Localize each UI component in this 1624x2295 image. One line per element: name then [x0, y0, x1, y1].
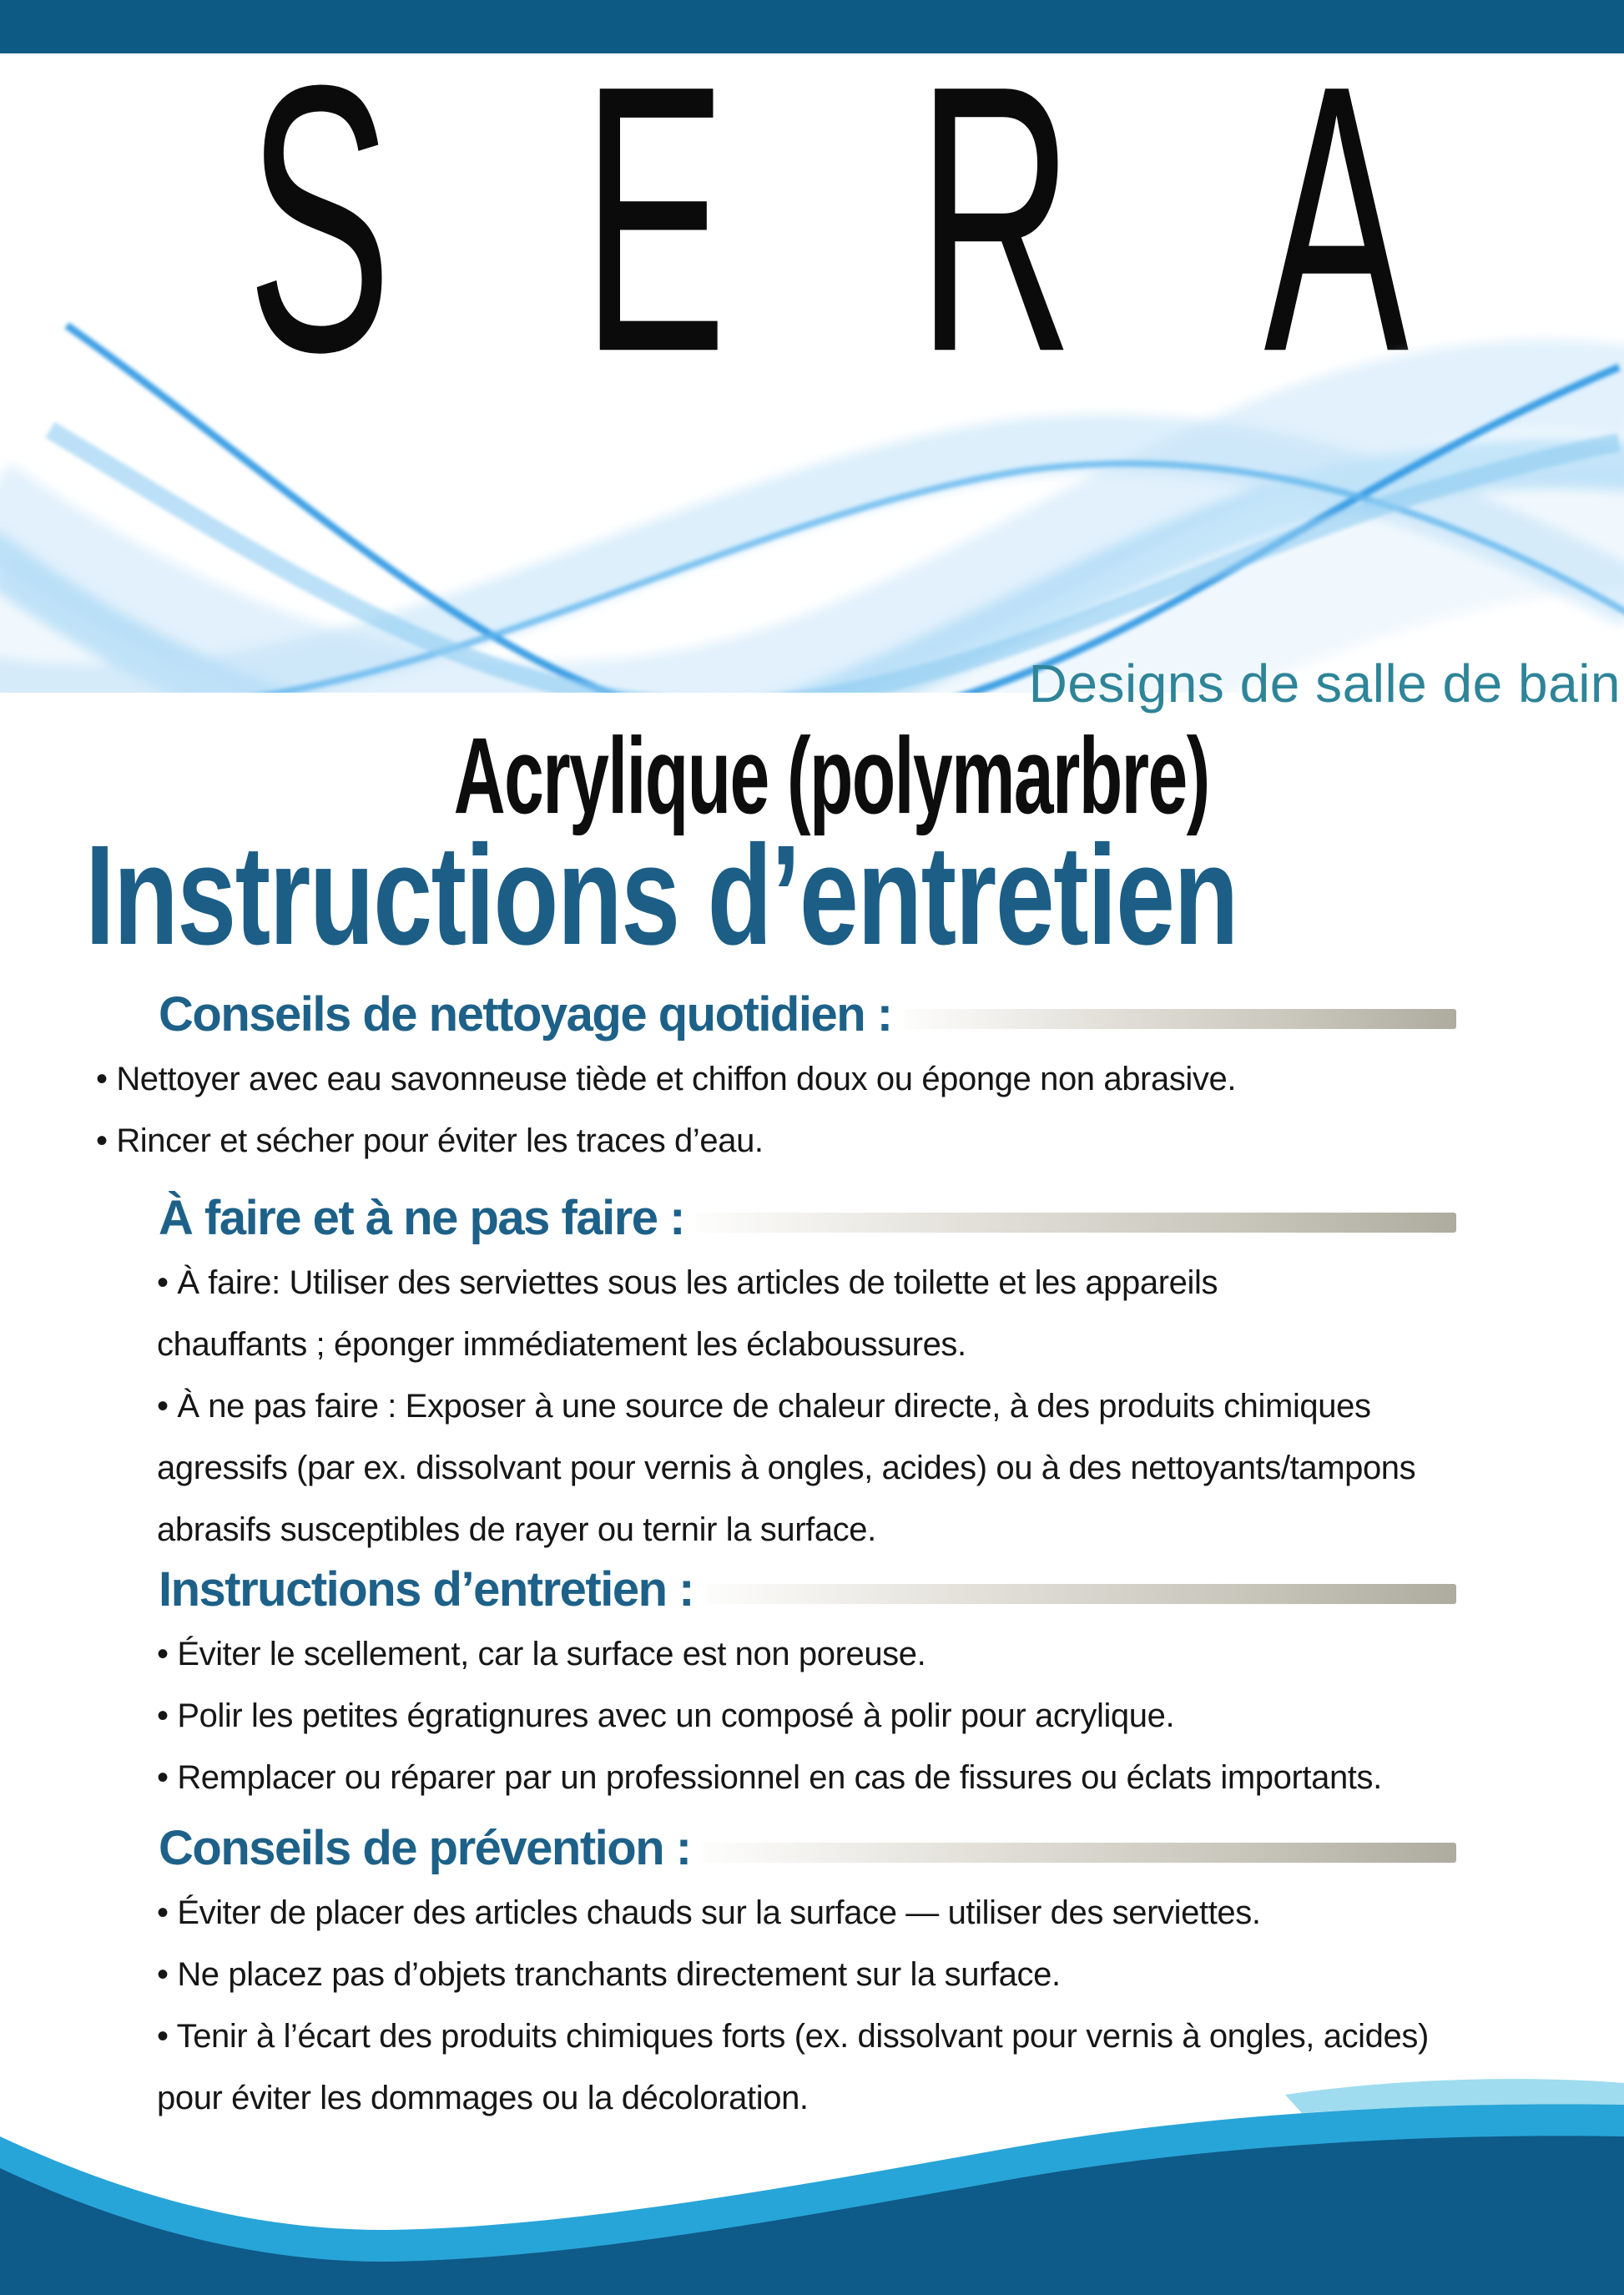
- brand-tagline: Designs de salle de bain: [1028, 653, 1621, 714]
- material-title: Acrylique (polymarbre): [453, 715, 1209, 837]
- bullet-line: abrasifs susceptibles de rayer ou ternir la surface.: [157, 1511, 876, 1548]
- section-heading-row: [159, 1821, 1456, 1876]
- bullet-line: • Rincer et sécher pour éviter les traces d’eau.: [96, 1122, 764, 1159]
- bullet-line: • Éviter de placer des articles chauds sur la surface — utiliser des serviettes.: [157, 1894, 1261, 1931]
- care-section: [0, 1191, 1624, 1561]
- footer-wave-graphic: [0, 2070, 1624, 2295]
- bullet-line: chauffants ; éponger immédiatement les éclaboussures.: [157, 1326, 966, 1363]
- heading-accent-bar: [703, 1843, 1456, 1863]
- section-heading: À faire et à ne pas faire :: [159, 1191, 684, 1245]
- bullet-line: • Ne placez pas d’objets tranchants directement sur la surface.: [157, 1956, 1061, 1993]
- page-title: Instructions d’entretien: [85, 816, 1238, 975]
- bullet-list: [157, 1623, 1624, 1808]
- bullet-line: agressifs (par ex. dissolvant pour vernis à ongles, acides) ou à des nettoyants/tampons: [157, 1450, 1416, 1486]
- section-heading: Conseils de nettoyage quotidien :: [159, 987, 892, 1042]
- bullet-list: [96, 1048, 1624, 1172]
- section-heading-row: [159, 987, 1456, 1042]
- bullet-line: • Éviter le scellement, car la surface est non poreuse.: [157, 1636, 926, 1672]
- care-section: [0, 1562, 1624, 1808]
- heading-accent-bar: [904, 1009, 1456, 1029]
- bullet-line: • Nettoyer avec eau savonneuse tiède et chiffon doux ou éponge non abrasive.: [96, 1061, 1237, 1097]
- section-heading: Conseils de prévention :: [159, 1821, 691, 1875]
- footer-wave-dark: [0, 2136, 1624, 2295]
- bullet-line: • À ne pas faire : Exposer à une source de chaleur directe, à des produits chimiques: [157, 1388, 1371, 1425]
- heading-accent-bar: [696, 1213, 1456, 1233]
- section-heading-row: [159, 1562, 1456, 1617]
- bullet-list: [157, 1252, 1624, 1561]
- bullet-line: • Tenir à l’écart des produits chimiques forts (ex. dissolvant pour vernis à ongles, acides): [157, 2018, 1429, 2055]
- bullet-line: • Polir les petites égratignures avec un composé à polir pour acrylique.: [157, 1697, 1175, 1734]
- brand-logo-text: SERA: [247, 8, 1600, 432]
- section-heading: Instructions d’entretien :: [159, 1562, 693, 1617]
- heading-accent-bar: [705, 1584, 1456, 1604]
- bullet-line: pour éviter les dommages ou la décoloration.: [157, 2080, 809, 2116]
- care-section: [0, 987, 1624, 1172]
- bullet-line: • Remplacer ou réparer par un professionnel en cas de fissures ou éclats importants.: [157, 1759, 1382, 1796]
- bullet-line: • À faire: Utiliser des serviettes sous les articles de toilette et les appareils: [157, 1264, 1218, 1301]
- section-heading-row: [159, 1191, 1456, 1246]
